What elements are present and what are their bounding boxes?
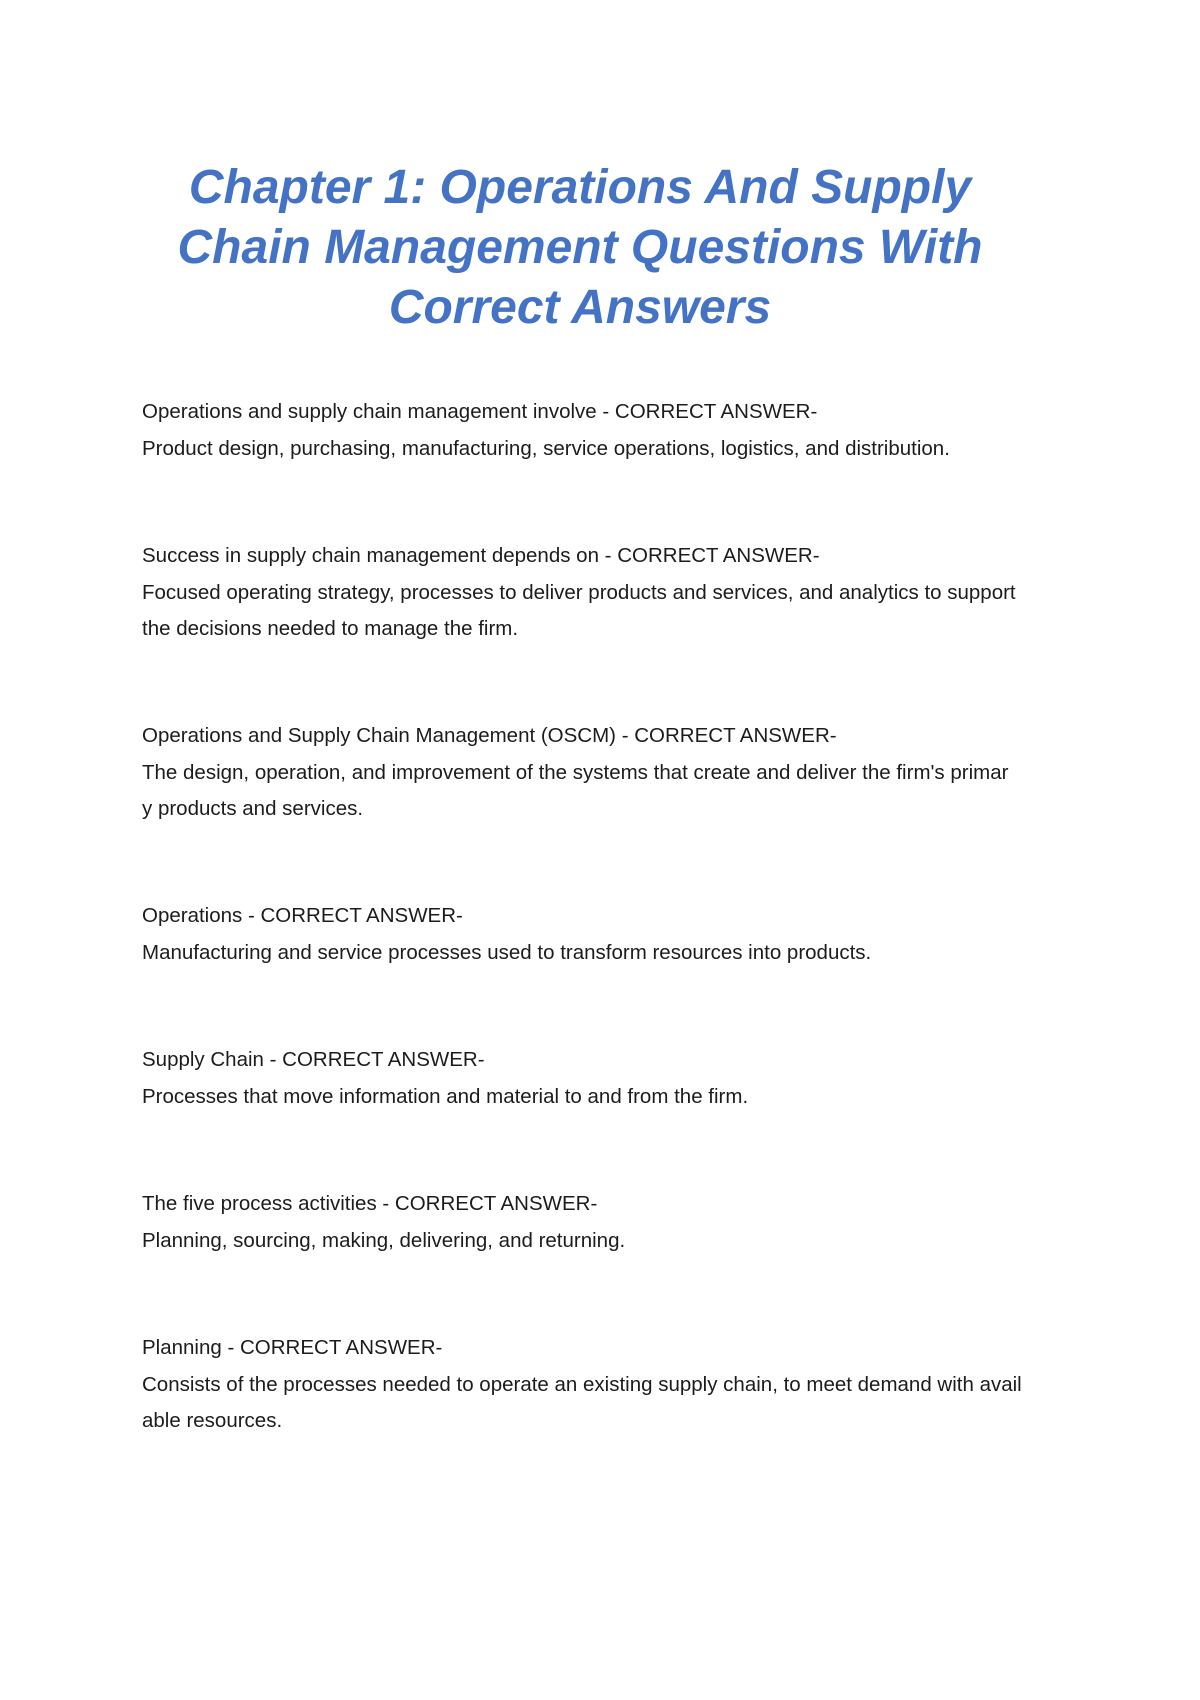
answer-line: Product design, purchasing, manufacturing, service operations, logistics, and distribution. [142, 436, 950, 460]
qa-item-7 [142, 1330, 1082, 1440]
question-text: Operations and Supply Chain Management (OSCM) - CORRECT ANSWER- [142, 724, 837, 747]
qa-item-1 [142, 394, 1082, 467]
answer-line: Consists of the processes needed to operate an existing supply chain, to meet demand with avail [142, 1372, 1022, 1396]
question-text: Planning - CORRECT ANSWER- [142, 1336, 443, 1359]
answer-line: the decisions needed to manage the firm. [142, 617, 519, 640]
answer-text [142, 431, 1082, 468]
qa-item-2 [142, 538, 1082, 648]
qa-item-6 [142, 1186, 1082, 1259]
answer-line: able resources. [142, 1409, 283, 1432]
question-text: Success in supply chain management depends on - CORRECT ANSWER- [142, 544, 820, 567]
qa-item-5 [142, 1042, 1082, 1115]
answer-text [142, 575, 1082, 648]
answer-text [142, 1223, 1082, 1260]
question-text: Operations - CORRECT ANSWER- [142, 904, 463, 927]
answer-line: Planning, sourcing, making, delivering, and returning. [142, 1228, 626, 1252]
answer-text [142, 755, 1082, 828]
title-line-1: Chapter 1: Operations And Supply [188, 161, 972, 214]
qa-item-4 [142, 898, 1082, 971]
answer-line: Focused operating strategy, processes to deliver products and services, and analytics to support [142, 580, 1016, 604]
answer-text [142, 935, 1082, 972]
answer-line: Manufacturing and service processes used to transform resources into products. [142, 940, 872, 964]
answer-line: Processes that move information and material to and from the firm. [142, 1084, 749, 1108]
question-text: The five process activities - CORRECT ANSWER- [142, 1192, 598, 1215]
qa-item-3 [142, 718, 1082, 828]
title-line-2: Chain Management Questions With [177, 221, 983, 274]
title-line-3: Correct Answers [388, 281, 772, 334]
answer-line: y products and services. [142, 797, 364, 820]
question-text: Operations and supply chain management involve - CORRECT ANSWER- [142, 400, 818, 423]
answer-text [142, 1079, 1082, 1116]
answer-line: The design, operation, and improvement of the systems that create and deliver the firm's primar [142, 760, 1009, 784]
answer-text [142, 1367, 1082, 1440]
question-text: Supply Chain - CORRECT ANSWER- [142, 1048, 485, 1071]
page-title [150, 158, 1010, 338]
